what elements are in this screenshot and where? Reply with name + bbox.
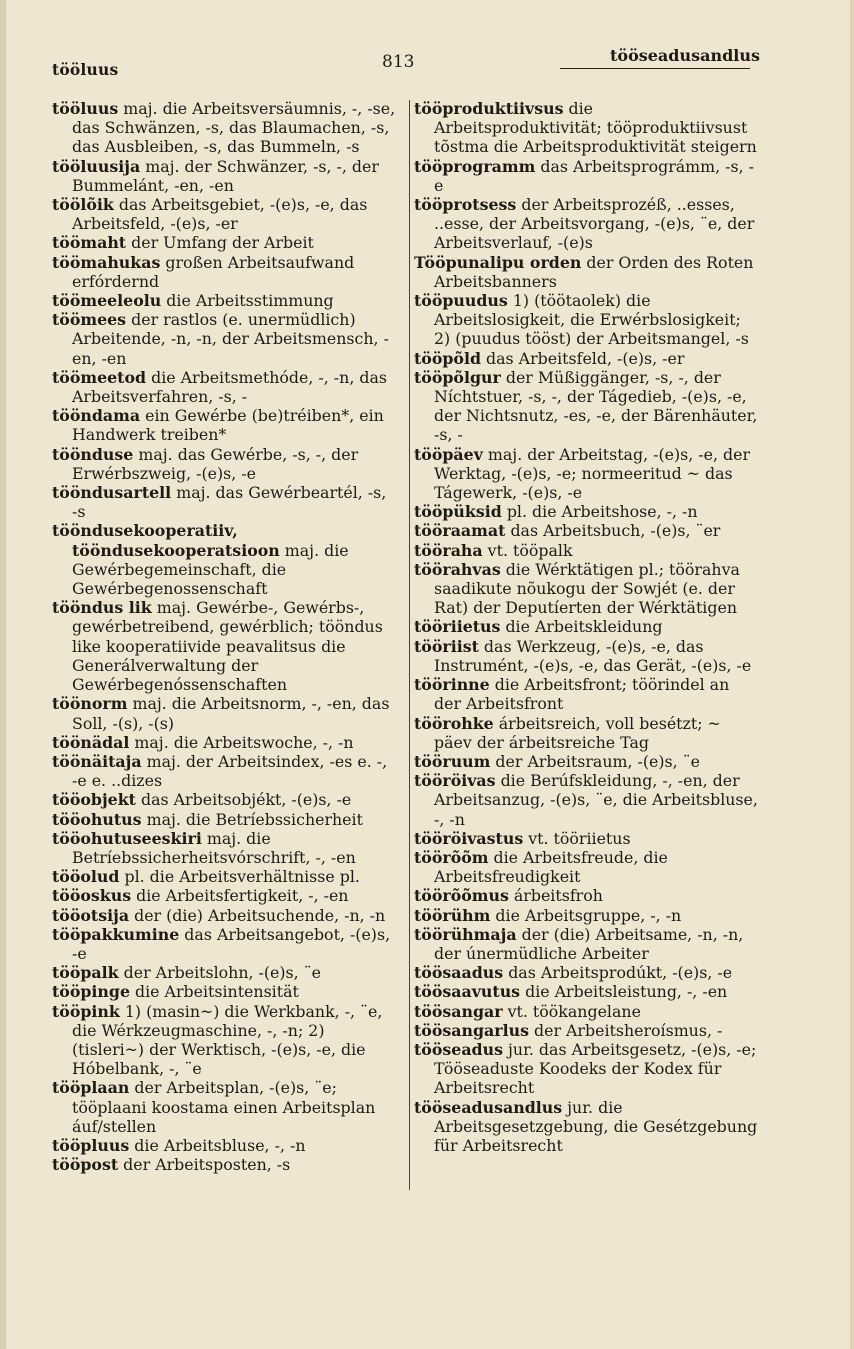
entry-headword: tööobjekt [52, 790, 136, 810]
dictionary-entry [414, 982, 760, 1001]
entry-definition: der Umfang der Arbeit [126, 233, 314, 253]
running-head-left: tööluus [52, 60, 119, 79]
dictionary-entry [52, 829, 396, 867]
entry-headword: töönduse [52, 444, 134, 464]
dictionary-entry [52, 483, 396, 521]
entry-headword: tööpinge [52, 982, 130, 1002]
entry-headword: tööotsija [52, 905, 130, 925]
dictionary-entry [414, 675, 760, 713]
entry-definition: 1) (masin~) die Werkbank, -, ¨e, die Wérkzeugmaschine, -, -n; 2) (tisleri~) der Werktisch, -(e)s, -e, die Hóbelbank, -, ¨e [72, 1001, 383, 1079]
entry-definition: maj. der Arbeitsindex, -es e. -, -e e. ..dizes [72, 751, 388, 791]
dictionary-entry [52, 886, 396, 905]
dictionary-entry [52, 445, 396, 483]
page-number: 813 [382, 52, 415, 72]
entry-definition: der Arbeitslohn, -(e)s, ¨e [118, 963, 321, 983]
entry-headword: Tööpunalipu orden [414, 252, 582, 272]
dictionary-entry [414, 157, 760, 195]
entry-headword: töörõõmus [414, 886, 509, 906]
entry-definition: die Arbeitsfront; töörindel an der Arbeitsfront [434, 675, 730, 714]
entry-headword: tööohutuseeskiri [52, 828, 202, 848]
dictionary-entry [414, 99, 760, 157]
entry-definition: maj. das Gewérbe, -s, -, der Erwérbszweig, -(e)s, -e [72, 444, 359, 483]
column-divider [409, 100, 410, 1190]
entry-headword: tööseadus [414, 1039, 503, 1059]
entry-definition: der Arbeitsraum, -(e)s, ¨e [490, 751, 700, 771]
entry-definition: das Arbeitsangebot, -(e)s, -e [72, 924, 391, 963]
entry-definition: maj. die Arbeitsversäumnis, -, -se, das Schwänzen, -s, das Blaumachen, -s, das Ausbleiben, -s, das Bummeln, -s [72, 99, 396, 157]
entry-definition: maj. die Betríebssicherheit [141, 809, 363, 829]
entry-headword: tööpüksid [414, 502, 502, 522]
dictionary-entry [52, 906, 396, 925]
dictionary-entry [414, 963, 760, 982]
entry-definition: das Arbeitsgebiet, -(e)s, -e, das Arbeitsfeld, -(e)s, -er [72, 195, 368, 234]
dictionary-entry [52, 810, 396, 829]
entry-headword: tööpuudus [414, 291, 508, 311]
dictionary-entry [52, 99, 396, 157]
entry-headword: töömees [52, 310, 127, 330]
entry-headword: tööplaan [52, 1078, 130, 1098]
entry-headword: töömeetod [52, 367, 147, 387]
entry-definition: der rastlos (e. unermüdlich) Arbeitende, -n, -n, der Arbeitsmensch, -en, -en [72, 310, 389, 368]
dictionary-entry [414, 349, 760, 368]
header-rule [560, 68, 750, 69]
entry-headword: tööolud [52, 867, 120, 887]
dictionary-entry [52, 733, 396, 752]
left-column [52, 99, 396, 1174]
dictionary-entry [414, 829, 760, 848]
entry-definition: der Arbeitsplan, -(e)s, ¨e; tööplaani koostama einen Arbeitsplan áuf/stellen [72, 1078, 376, 1136]
entry-definition: die Arbeitskleidung [500, 617, 663, 637]
entry-definition: árbeitsreich, voll besétzt; ~ päev der árbeitsreiche Tag [434, 713, 721, 752]
entry-headword: töörühmaja [414, 924, 517, 944]
dictionary-entry [414, 445, 760, 503]
entry-headword: töönädal [52, 732, 130, 752]
entry-definition: 1) (töötaolek) die Arbeitslosigkeit, die Erwérbslosigkeit; 2) (puudus tööst) der Arbeitsmangel, -s [434, 291, 749, 349]
entry-definition: vt. tööriietus [523, 828, 631, 848]
entry-definition: die Berúfskleidung, -, -en, der Arbeitsanzug, -(e)s, ¨e, die Arbeitsbluse, -, -n [434, 771, 758, 829]
entry-headword: tööpakkumine [52, 924, 180, 944]
running-head-right: tööseadusandlus [610, 46, 761, 65]
entry-headword: tööohutus [52, 809, 142, 829]
entry-definition: vt. töökangelane [502, 1001, 641, 1021]
dictionary-entry [414, 253, 760, 291]
dictionary-entry [414, 714, 760, 752]
entry-definition: das Arbeitsprodúkt, -(e)s, -e [503, 963, 733, 983]
dictionary-entry [414, 1002, 760, 1021]
entry-headword: töömaht [52, 233, 127, 253]
entry-definition: árbeitsfroh [508, 886, 603, 906]
entry-definition: der Arbeitsheroísmus, - [528, 1020, 723, 1040]
dictionary-entry [52, 368, 396, 406]
entry-definition: die Arbeitsgruppe, -, -n [490, 905, 682, 925]
dictionary-entry [414, 1040, 760, 1098]
entry-headword: tööndusartell [52, 483, 172, 503]
dictionary-entry [52, 598, 396, 694]
entry-headword: tööoskus [52, 886, 132, 906]
dictionary-entry [52, 790, 396, 809]
entry-headword: töösangarlus [414, 1020, 529, 1040]
entry-definition: maj. der Schwänzer, -s, -, der Bummelánt, -en, -en [72, 156, 379, 195]
entry-headword: töörohke [414, 713, 494, 733]
entry-definition: maj. die Arbeitsnorm, -, -en, das Soll, -(s), -(s) [72, 694, 390, 733]
entry-headword: tööruum [414, 751, 491, 771]
entry-headword: tööpink [52, 1001, 120, 1021]
entry-definition: vt. tööpalk [482, 540, 573, 560]
entry-definition: die Arbeitsbluse, -, -n [129, 1135, 306, 1155]
entry-definition: maj. Gewérbe-, Gewérbs-, gewérbetreibend, gewérblich; tööndus like kooperatiivide peavalitsus die Generálverwaltung der Gewérbegenóssenschaften [72, 598, 383, 695]
entry-definition: der Arbeitsposten, -s [118, 1155, 291, 1175]
entry-definition: maj. die Betríebssicherheitsvórschrift, -, -en [72, 828, 356, 867]
entry-headword: töömeeleolu [52, 291, 162, 311]
entry-headword: töösaadus [414, 963, 504, 983]
entry-definition: die Arbeitsstimmung [161, 291, 334, 311]
dictionary-entry [414, 541, 760, 560]
entry-headword: tööriietus [414, 617, 501, 637]
dictionary-entry [52, 310, 396, 368]
dictionary-entry [52, 867, 396, 886]
dictionary-entry [414, 368, 760, 445]
entry-headword: töönorm [52, 694, 128, 714]
dictionary-entry [414, 886, 760, 905]
entry-headword: tööluusija [52, 156, 141, 176]
dictionary-entry [414, 771, 760, 829]
entry-definition: die Arbeitsintensität [130, 982, 299, 1002]
entry-headword: töömahukas [52, 252, 161, 272]
dictionary-entry [414, 291, 760, 349]
entry-definition: der (die) Arbeitsame, -n, -n, der únermüdliche Arbeiter [434, 924, 744, 963]
dictionary-entry [52, 1078, 396, 1136]
entry-headword: tööpõld [414, 348, 481, 368]
entry-headword: tööpalk [52, 963, 119, 983]
dictionary-entry [52, 694, 396, 732]
entry-headword: töörinne [414, 675, 490, 695]
entry-definition: maj. die Arbeitswoche, -, -n [129, 732, 354, 752]
entry-headword: tööndus lik [52, 598, 152, 618]
entry-headword: töörühm [414, 905, 491, 925]
entry-definition: maj. der Arbeitstag, -(e)s, -e, der Werktag, -(e)s, -e; normeeritud ~ das Tágewerk, -(e)s, -e [434, 444, 751, 503]
dictionary-entry [414, 521, 760, 540]
entry-definition: jur. das Arbeitsgesetz, -(e)s, -e; Tööseaduste Koodeks der Kodex für Arbeitsrecht [434, 1039, 757, 1098]
entry-headword: tööpost [52, 1155, 119, 1175]
dictionary-entry [52, 233, 396, 252]
entry-headword: töönäitaja [52, 751, 142, 771]
dictionary-entry [414, 752, 760, 771]
entry-definition: maj. die Gewérbegemeinschaft, die Gewérbegenossenschaft [72, 540, 349, 599]
dictionary-entry [414, 906, 760, 925]
entry-headword: tööluus [52, 99, 119, 118]
dictionary-entry [52, 406, 396, 444]
dictionary-entry [52, 1002, 396, 1079]
entry-definition: das Arbeitsbuch, -(e)s, ¨er [505, 521, 721, 541]
entry-headword: töölõik [52, 195, 114, 215]
entry-headword: töörahvas [414, 559, 501, 579]
entry-headword: tööndusekooperatiiv, tööndusekooperatsioon [52, 521, 280, 560]
dictionary-entry [414, 1098, 760, 1156]
entry-headword: tööpäev [414, 444, 483, 464]
dictionary-entry [52, 982, 396, 1001]
entry-definition: die Arbeitsfertigkeit, -, -en [131, 886, 349, 906]
dictionary-entry [52, 521, 396, 598]
entry-headword: tööraamat [414, 521, 506, 541]
dictionary-entry [52, 1155, 396, 1174]
dictionary-entry [414, 560, 760, 618]
entry-definition: der Orden des Roten Arbeitsbanners [434, 252, 754, 291]
dictionary-entry [52, 752, 396, 790]
entry-definition: der Müßiggänger, -s, -, der Níchtstuer, -s, -, der Tágedieb, -(e)s, -e, der Nichtsnutz, -es, -e, der Bärenhäuter, -s, - [434, 367, 758, 445]
dictionary-entry [52, 291, 396, 310]
entry-headword: tööprogramm [414, 156, 536, 176]
entry-definition: die Arbeitsleistung, -, -en [520, 982, 728, 1002]
entry-headword: tööraha [414, 540, 483, 560]
dictionary-entry [414, 195, 760, 253]
entry-definition: das Arbeitsprográmm, -s, -e [434, 156, 755, 195]
entry-definition: das Arbeitsobjékt, -(e)s, -e [135, 790, 352, 810]
entry-headword: tööröivastus [414, 828, 524, 848]
dictionary-entry [52, 253, 396, 291]
entry-definition: maj. das Gewérbeartél, -s, -s [72, 483, 387, 522]
entry-definition: der Arbeitsprozéß, ..esses, ..esse, der Arbeitsvorgang, -(e)s, ¨e, der Arbeitsverlauf, -(e)s [434, 195, 755, 253]
dictionary-entry [414, 925, 760, 963]
dictionary-entry [414, 637, 760, 675]
entry-definition: pl. die Arbeitsverhältnisse pl. [119, 867, 360, 887]
dictionary-entry [414, 1021, 760, 1040]
entry-headword: töörõõm [414, 847, 489, 867]
dictionary-entry [52, 925, 396, 963]
entry-definition: die Arbeitsmethóde, -, -n, das Arbeitsverfahren, -s, - [72, 367, 387, 407]
entry-definition: die Arbeitsfreude, die Arbeitsfreudigkeit [434, 847, 668, 887]
dictionary-entry [52, 1136, 396, 1155]
entry-headword: tööpluus [52, 1135, 130, 1155]
entry-definition: das Arbeitsfeld, -(e)s, -er [481, 348, 685, 368]
entry-definition: großen Arbeitsaufwand erfórdernd [72, 252, 355, 291]
entry-headword: tööpõlgur [414, 367, 501, 387]
entry-headword: tööröivas [414, 771, 496, 791]
entry-definition: der (die) Arbeitsuchende, -n, -n [129, 905, 386, 925]
entry-headword: töösaavutus [414, 982, 521, 1002]
entry-headword: tööndama [52, 406, 141, 426]
entry-headword: tööseadusandlus [414, 1097, 563, 1117]
entry-definition: ein Gewérbe (be)tréiben*, ein Handwerk treiben* [72, 406, 384, 445]
entry-headword: tööriist [414, 636, 479, 656]
entry-definition: das Werkzeug, -(e)s, -e, das Instrumént, -(e)s, -e, das Gerät, -(e)s, -e [434, 636, 752, 675]
dictionary-entry [414, 848, 760, 886]
dictionary-entry [414, 502, 760, 521]
right-column [414, 99, 760, 1155]
entry-definition: die Wérktätigen pl.; töörahva saadikute nõukogu der Sowjét (e. der Rat) der Deputíerten der Wérktätigen [434, 559, 740, 618]
dictionary-entry [52, 157, 396, 195]
entry-definition: jur. die Arbeitsgesetzgebung, die Gesétzgebung für Arbeitsrecht [434, 1097, 758, 1155]
entry-headword: tööprotsess [414, 195, 517, 215]
dictionary-entry [52, 963, 396, 982]
dictionary-entry [52, 195, 396, 233]
entry-headword: töösangar [414, 1001, 503, 1021]
dictionary-entry [414, 617, 760, 636]
entry-definition: pl. die Arbeitshose, -, -n [501, 502, 698, 522]
entry-definition: die Arbeitsproduktivität; tööproduktiivsust tõstma die Arbeitsproduktivität steigern [434, 99, 757, 157]
entry-headword: tööproduktiivsus [414, 99, 564, 118]
